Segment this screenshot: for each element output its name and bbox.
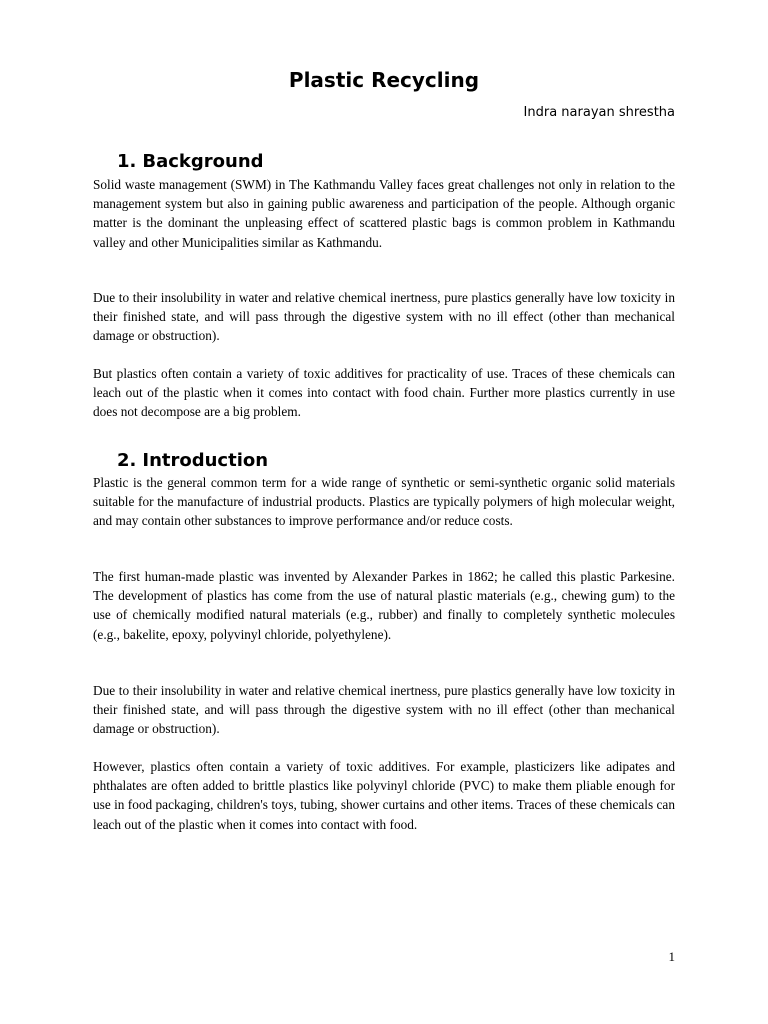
section-heading-introduction: [117, 449, 268, 473]
section-number: 2.: [117, 450, 137, 471]
paragraph: Solid waste management (SWM) in The Kathmandu Valley faces great challenges not only in relation to the management system but also in gaining public awareness and participation of the people. Although organic matter is the dominant the unpleasing effect of scattered plastic bags is common problem in Kathmandu valley and other Municipalities similar as Kathmandu.: [93, 177, 675, 250]
section-title: Background: [142, 151, 264, 172]
document-title: Plastic Recycling: [288, 68, 480, 92]
paragraph: The first human-made plastic was invented by Alexander Parkes in 1862; he called this plastic Parkesine. The development of plastics has come from the use of natural plastic materials (e.g., chewing gum) to the use of chemically modified natural materials (e.g., rubber) and finally to completely synthetic molecules (e.g., bakelite, epoxy, polyvinyl chloride, polyethylene).: [93, 569, 675, 642]
section-title: Introduction: [142, 450, 269, 471]
author-name: Indra narayan shrestha: [523, 105, 675, 120]
paragraph: Due to their insolubility in water and relative chemical inertness, pure plastics generally have low toxicity in their finished state, and will pass through the digestive system with no ill effect (other than mechanical damage or obstruction).: [93, 290, 675, 344]
paragraph: Due to their insolubility in water and relative chemical inertness, pure plastics generally have low toxicity in their finished state, and will pass through the digestive system with no ill effect (other than mechanical damage or obstruction).: [93, 683, 675, 737]
section-heading-background: [117, 150, 264, 174]
paragraph: But plastics often contain a variety of toxic additives for practicality of use. Traces of these chemicals can leach out of the plastic when it comes into contact with food chain. Further more plastics currently in use does not decompose are a big problem.: [93, 366, 675, 420]
paragraph: Plastic is the general common term for a wide range of synthetic or semi-synthetic organic solid materials suitable for the manufacture of industrial products. Plastics are typically polymers of high molecular weight, and may contain other substances to improve performance and/or reduce costs.: [93, 475, 675, 529]
page-number: 1: [668, 949, 675, 964]
paragraph: However, plastics often contain a variety of toxic additives. For example, plasticizers like adipates and phthalates are often added to brittle plastics like polyvinyl chloride (PVC) to make them pliable enough for use in food packaging, children's toys, tubing, shower curtains and other items. Traces of these chemicals can leach out of the plastic when it comes into contact with food.: [93, 759, 675, 832]
section-number: 1.: [117, 151, 137, 172]
